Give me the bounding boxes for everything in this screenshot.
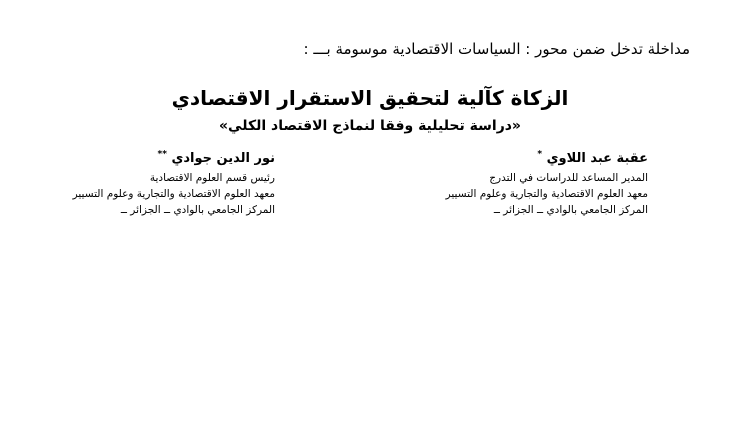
author-affiliation-line: المركز الجامعي بالوادي ــ الجزائر ــ (120, 204, 275, 216)
author-name-text: نور الدين جوادي (171, 151, 275, 166)
author-name-text: عقبة عبد اللاوي (546, 151, 648, 166)
author-name-1 (378, 148, 648, 170)
author-affiliation-line: معهد العلوم الاقتصادية والتجارية وعلوم التسيير (445, 188, 648, 200)
author-affiliation-line: المدير المساعد للدراسات في التدرج (489, 172, 648, 184)
author-affiliation-line: معهد العلوم الاقتصادية والتجارية وعلوم التسيير (72, 188, 275, 200)
paper-subtitle: «دراسة تحليلية وفقا لنماذج الاقتصاد الكلي» (219, 118, 521, 134)
paper-title: الزكاة كآلية لتحقيق الاستقرار الاقتصادي (171, 86, 569, 110)
author-footnote-mark: ** (157, 149, 167, 160)
author-affiliation-line: المركز الجامعي بالوادي ــ الجزائر ــ (493, 204, 648, 216)
author-block-2 (5, 148, 275, 218)
author-block-1 (378, 148, 648, 218)
author-footnote-mark: * (537, 149, 543, 160)
author-name-2 (5, 148, 275, 170)
author-affiliation-line: رئيس قسم العلوم الاقتصادية (149, 172, 275, 184)
intro-line: مداخلة تدخل ضمن محور : السياسات الاقتصادية موسومة بـــ : (303, 40, 690, 58)
